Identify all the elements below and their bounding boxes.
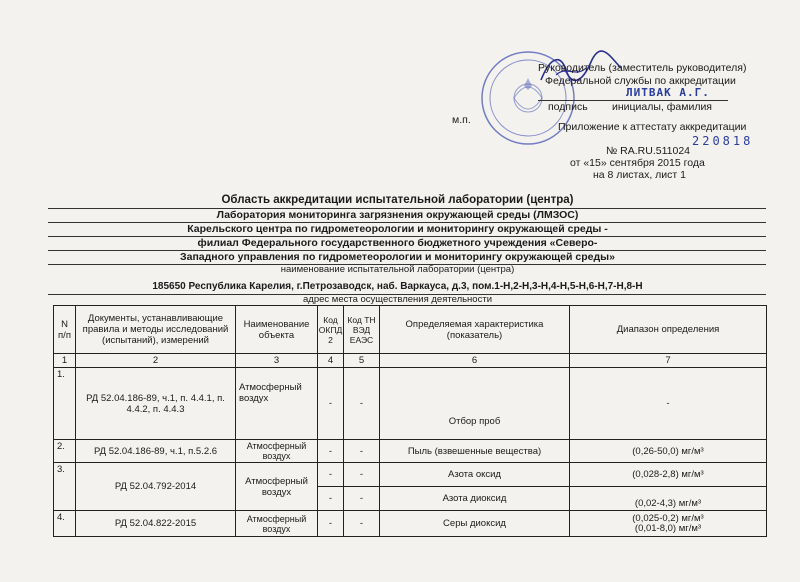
row-object: Атмосферный воздух	[236, 440, 318, 463]
row-okpd: -	[318, 463, 344, 487]
head-title-1: Руководитель (заместитель руководителя)	[538, 62, 747, 74]
lab-line-3: филиал Федерального государственного бюджетного учреждения «Северо-	[197, 237, 598, 249]
row-range: (0,26-50,0) мг/м³	[570, 440, 767, 463]
certificate-date: от «15» сентября 2015 года	[570, 157, 705, 169]
row-characteristic: Азота диоксид	[380, 487, 570, 511]
row-characteristic: Азота оксид	[380, 463, 570, 487]
row-document: РД 52.04.822-2015	[76, 511, 236, 537]
table-row	[54, 511, 767, 537]
row-okpd: -	[318, 487, 344, 511]
serial-number: 220818	[692, 134, 754, 148]
col-number: 5	[344, 354, 380, 368]
col-header-n: N п/п	[54, 306, 76, 354]
row-range-2: (0,01-8,0) мг/м³	[634, 522, 702, 534]
row-characteristic: Отбор проб	[380, 368, 570, 440]
address-caption: адрес места осуществления деятельности	[303, 294, 492, 305]
row-okpd: -	[318, 511, 344, 537]
col-header-object: Наименование объекта	[236, 306, 318, 354]
certificate-number: № RA.RU.511024	[606, 145, 691, 157]
mp-label: м.п.	[452, 114, 471, 126]
initials-caption: инициалы, фамилия	[612, 101, 712, 113]
col-number: 7	[570, 354, 767, 368]
row-okpd: -	[318, 440, 344, 463]
table-row	[54, 463, 767, 487]
col-number: 2	[76, 354, 236, 368]
appendix-label: Приложение к аттестату аккредитации	[558, 121, 747, 133]
lab-line-1: Лаборатория мониторинга загрязнения окружающей среды (ЛМЗОС)	[216, 209, 579, 221]
column-numbers-row	[54, 354, 767, 368]
head-title-2: Федеральной службы по аккредитации	[545, 75, 736, 87]
col-header-range: Диапазон определения	[570, 306, 767, 354]
row-range: (0,025-0,2) мг/м³	[632, 512, 704, 524]
row-range-multi	[570, 511, 767, 537]
col-header-docs: Документы, устанавливающие правила и методы исследований (испытаний), измерений	[76, 306, 236, 354]
row-number: 3.	[54, 463, 76, 511]
col-header-characteristic: Определяемая характеристика (показатель)	[380, 306, 570, 354]
col-header-okpd: Код ОКПД 2	[318, 306, 344, 354]
col-number: 1	[54, 354, 76, 368]
row-document: РД 52.04.792-2014	[76, 463, 236, 511]
row-characteristic: Пыль (взвешенные вещества)	[380, 440, 570, 463]
accreditation-table	[53, 305, 767, 537]
row-characteristic: Серы диоксид	[380, 511, 570, 537]
table-header-row	[54, 306, 767, 354]
row-tnved: -	[344, 368, 380, 440]
row-range: (0,02-4,3) мг/м³	[570, 487, 767, 511]
lab-line-4: Западного управления по гидрометеорологии и мониторингу окружающей среды»	[180, 251, 615, 263]
row-tnved: -	[344, 463, 380, 487]
row-object: Атмосферный воздух	[236, 463, 318, 511]
row-object: Атмосферный воздух	[236, 368, 318, 440]
sign-caption: подпись	[548, 101, 588, 113]
col-number: 4	[318, 354, 344, 368]
signature-stamp: ЛИТВАК А.Г.	[626, 86, 710, 99]
col-number: 3	[236, 354, 318, 368]
row-document: РД 52.04.186-89, ч.1, п.5.2.6	[76, 440, 236, 463]
row-document: РД 52.04.186-89, ч.1, п. 4.4.1, п. 4.4.2, п. 4.4.3	[76, 368, 236, 440]
col-header-tnved: Код ТН ВЭД ЕАЭС	[344, 306, 380, 354]
page-title: Область аккредитации испытательной лаборатории (центра)	[221, 194, 574, 206]
lab-caption: наименование испытательной лаборатории (центра)	[280, 264, 515, 275]
col-number: 6	[380, 354, 570, 368]
row-number: 4.	[54, 511, 76, 537]
sheets-info: на 8 листах, лист 1	[593, 169, 686, 181]
row-number: 2.	[54, 440, 76, 463]
row-number: 1.	[54, 368, 76, 440]
table-row	[54, 368, 767, 440]
row-range: (0,028-2,8) мг/м³	[570, 463, 767, 487]
row-range: -	[570, 368, 767, 440]
table-row	[54, 440, 767, 463]
lab-line-2: Карельского центра по гидрометеорологии и мониторингу окружающей среды -	[187, 223, 608, 235]
address-line: 185650 Республика Карелия, г.Петрозаводск, наб. Варкауса, д.3, пом.1-Н,2-Н,3-Н,4-Н,5-Н,6-Н,7-Н,8-Н	[152, 281, 643, 292]
row-tnved: -	[344, 440, 380, 463]
row-object: Атмосферный воздух	[236, 511, 318, 537]
row-okpd: -	[318, 368, 344, 440]
row-tnved: -	[344, 487, 380, 511]
row-tnved: -	[344, 511, 380, 537]
